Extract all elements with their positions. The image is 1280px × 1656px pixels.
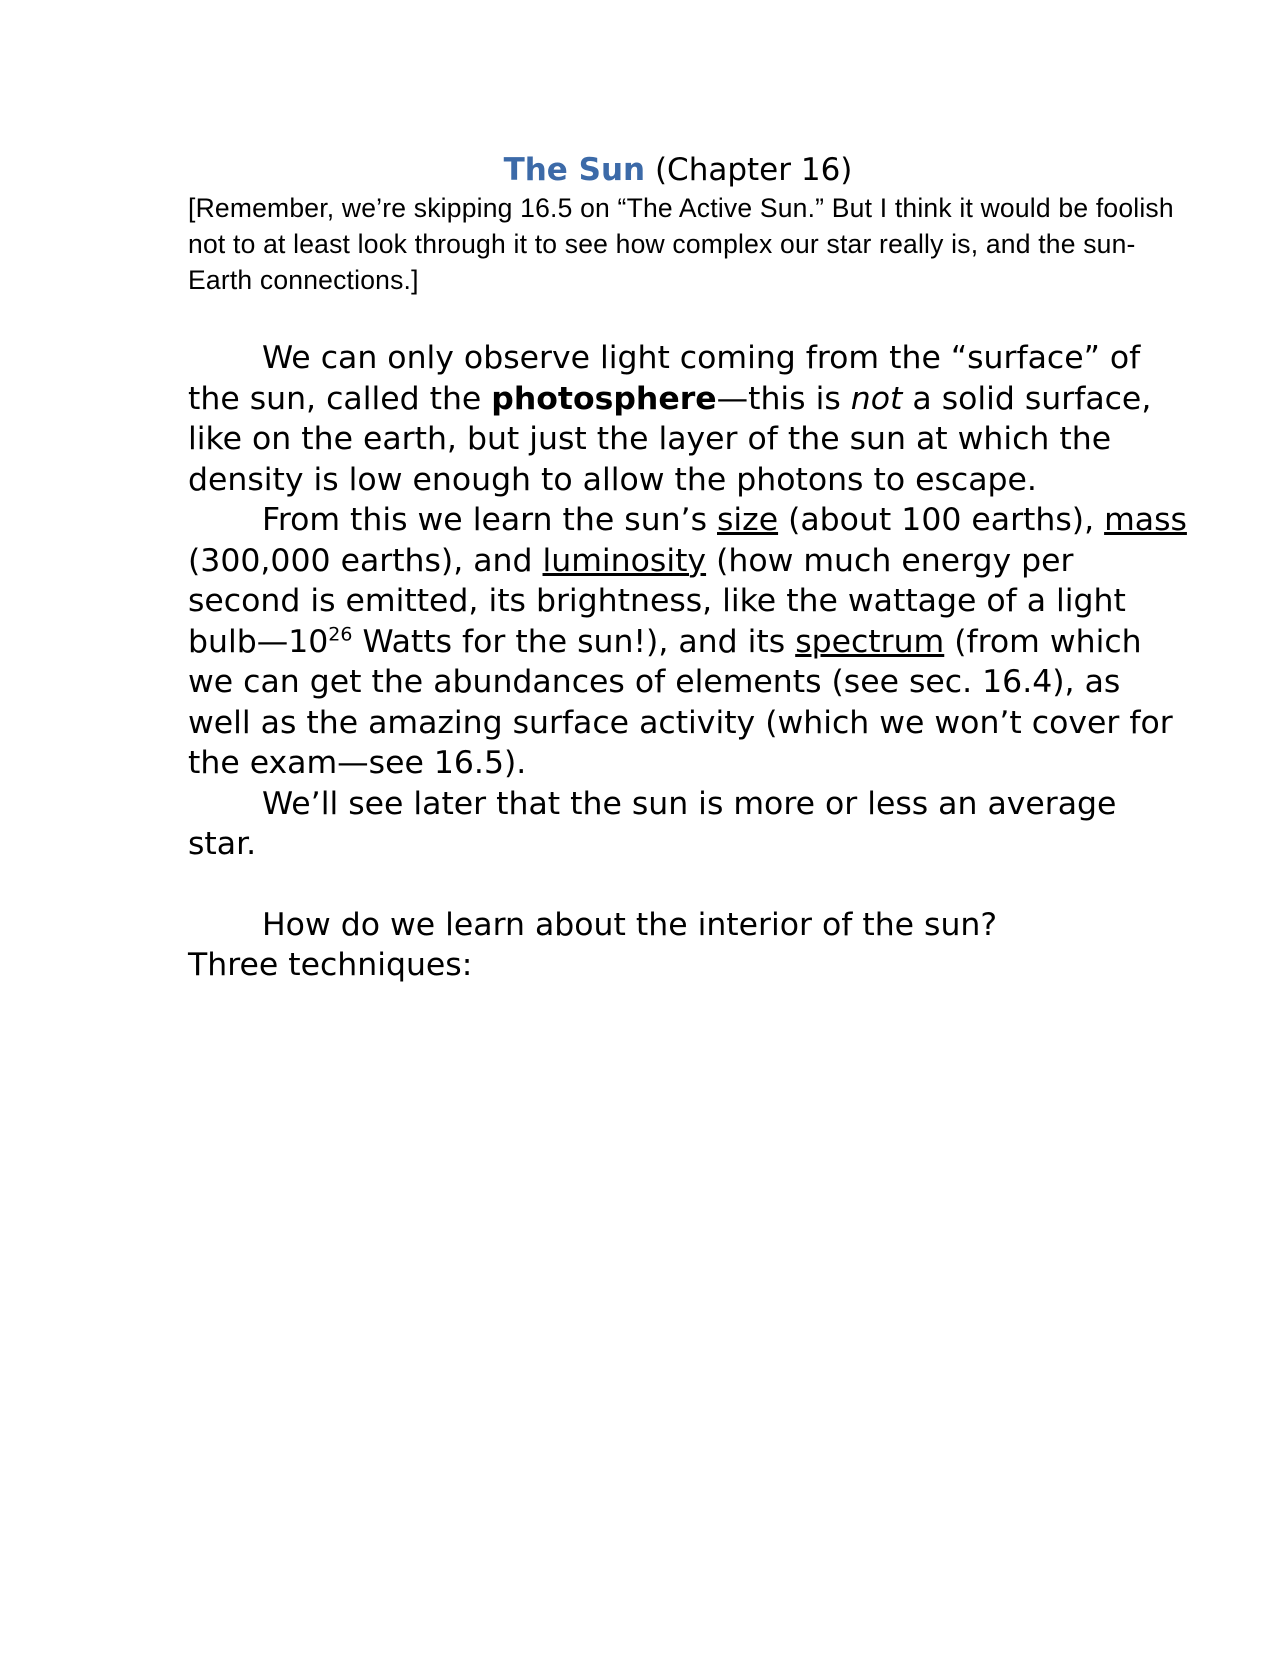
document-content xyxy=(188,150,1188,986)
reading-note: [Remember, we’re skipping 16.5 on “The Active Sun.” But I think it would be foolish not to at least look through it to see how complex our star really is, and the sun-Earth connections.] xyxy=(188,193,1174,295)
exponent: 26 xyxy=(328,623,353,645)
term-size: size xyxy=(717,502,779,538)
p2-text-3: (300,000 earths), and xyxy=(188,542,543,579)
term-spectrum: spectrum xyxy=(795,623,945,660)
p1-text-2: —this is xyxy=(716,380,851,417)
paragraph-photosphere xyxy=(188,338,1188,500)
paragraph-properties xyxy=(188,500,1188,784)
p1-text-3: a solid surface, like on the earth, but just the layer of the sun at which the density is low enough to allow the photons to escape. xyxy=(188,380,1152,498)
p3-text: We’ll see later that the sun is more or less an average star. xyxy=(188,785,1117,862)
term-luminosity: luminosity xyxy=(542,542,707,579)
p2-text-2: (about 100 earths), xyxy=(778,502,1105,538)
emphasis-not: not xyxy=(850,380,903,417)
title-main: The Sun xyxy=(503,152,646,188)
p2-text-5: Watts for the sun!), and its xyxy=(352,623,796,660)
page-title xyxy=(188,150,1188,190)
p2-text-6: (from which we can get the abundances of elements (see sec. 16.4), as well as the amazing surface activity (which we won’t cover for the exam—see 16.5). xyxy=(188,623,1173,781)
term-mass: mass xyxy=(1104,502,1187,538)
p2-text-4: (how much energy per second is emitted, its brightness, like the wattage of a light bulb—10 xyxy=(188,542,1126,660)
p4-line-1: How do we learn about the interior of the sun? xyxy=(262,906,998,943)
p1-text-1: We can only observe light coming from the “surface” of the sun, called the xyxy=(188,340,1141,417)
title-chapter: (Chapter 16) xyxy=(654,152,853,188)
p4-line-2: Three techniques: xyxy=(188,947,473,983)
paragraph-average-star xyxy=(188,784,1188,865)
paragraph-interior xyxy=(188,905,1188,986)
term-photosphere: photosphere xyxy=(491,380,717,417)
p2-text-1: From this we learn the sun’s xyxy=(262,502,717,538)
